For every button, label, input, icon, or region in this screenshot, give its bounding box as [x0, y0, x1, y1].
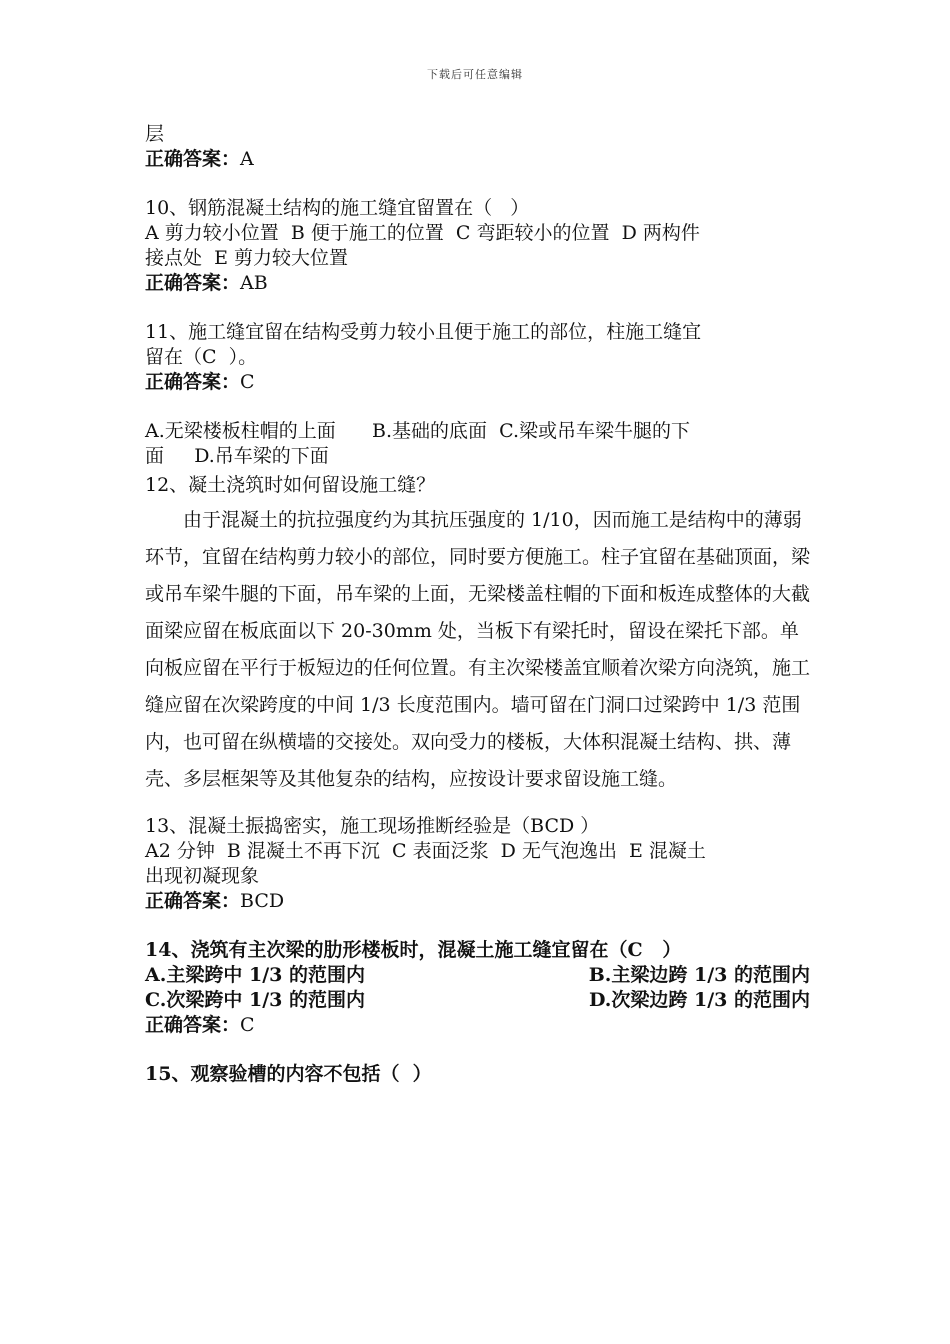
answer-label: 正确答案： [145, 272, 241, 294]
q14-option-d: D.次梁边跨 1/3 的范围内 [588, 989, 810, 1011]
q14-question: 14、浇筑有主次梁的肋形楼板时，混凝土施工缝宜留在（C ） [145, 939, 682, 961]
q13-question: 13、混凝土振捣密实，施工现场推断经验是（BCD ） [145, 815, 600, 837]
q14-option-a: A.主梁跨中 1/3 的范围内 [145, 964, 365, 986]
answer-value: C [240, 1014, 255, 1036]
q13-options-line2: 出现初凝现象 [145, 865, 260, 887]
spacer [145, 914, 810, 938]
spacer [145, 1038, 810, 1062]
q14-options-row1 [145, 963, 810, 988]
q11-question-line1: 11、施工缝宜留在结构受剪力较小且便于施工的部位，柱施工缝宜 [145, 321, 702, 343]
q14-option-c: C.次梁跨中 1/3 的范围内 [145, 989, 366, 1011]
q10-answer [145, 271, 810, 296]
spacer [145, 804, 810, 814]
answer-label: 正确答案： [145, 371, 241, 393]
page-header: 下载后可任意编辑 [427, 68, 523, 81]
q13-answer [145, 889, 810, 914]
answer-value: C [240, 371, 255, 393]
spacer [145, 296, 810, 320]
answer-value: BCD [240, 890, 285, 912]
q9-tail-text: 层 [145, 123, 165, 145]
q14-option-b: B.主梁边跨 1/3 的范围内 [588, 964, 810, 986]
q11-options-line1: A.无梁楼板柱帽的上面 B.基础的底面 C.梁或吊车梁牛腿的下 [145, 420, 690, 442]
q12-question: 12、凝土浇筑时如何留设施工缝？ [145, 474, 436, 496]
answer-value: AB [240, 272, 268, 294]
q11-question-line2: 留在（C ）。 [145, 346, 258, 368]
q13-options-line1: A2 分钟 B 混凝土不再下沉 C 表面泛浆 D 无气泡逸出 E 混凝土 [145, 840, 706, 862]
q10-question: 10、钢筋混凝土结构的施工缝宜留置在（ ） [145, 197, 530, 219]
q10-options-line1: A 剪力较小位置 B 便于施工的位置 C 弯距较小的位置 D 两构件 [145, 222, 700, 244]
q9-answer [145, 147, 810, 172]
q11-options-line2: 面 D.吊车梁的下面 [145, 445, 329, 467]
answer-value: A [240, 148, 254, 170]
spacer [145, 172, 810, 196]
answer-label: 正确答案： [145, 890, 241, 912]
q14-answer [145, 1013, 810, 1038]
answer-label: 正确答案： [145, 1014, 241, 1036]
q10-options-line2: 接点处 E 剪力较大位置 [145, 247, 348, 269]
answer-label: 正确答案： [145, 148, 241, 170]
document-body [145, 122, 810, 1087]
q14-options-row2 [145, 988, 810, 1013]
q11-answer [145, 370, 810, 395]
q12-answer-paragraph: 由于混凝土的抗拉强度约为其抗压强度的 1/10，因而施工是结构中的薄弱环节，宜留在结构剪力较小的部位，同时要方便施工。柱子宜留在基础顶面，梁或吊车梁牛腿的下面，吊车梁的上面，无梁楼盖柱帽的下面和板连成整体的大截面梁应留在板底面以下 20-30mm 处，当板下有梁托时，留设在梁托下部。单向板应留在平行于板短边的任何位置。有主次梁楼盖宜顺着次梁方向浇筑，施工缝应留在次梁跨度的中间 1/3 长度范围内。墙可留在门洞口过梁跨中 1/3 范围内，也可留在纵横墙的交接处。双向受力的楼板，大体积混凝土结构、拱、薄壳、多层框架等及其他复杂的结构，应按设计要求留设施工缝。 [145, 509, 811, 790]
q15-question: 15、观察验槽的内容不包括（ ） [145, 1063, 432, 1085]
spacer [145, 395, 810, 419]
